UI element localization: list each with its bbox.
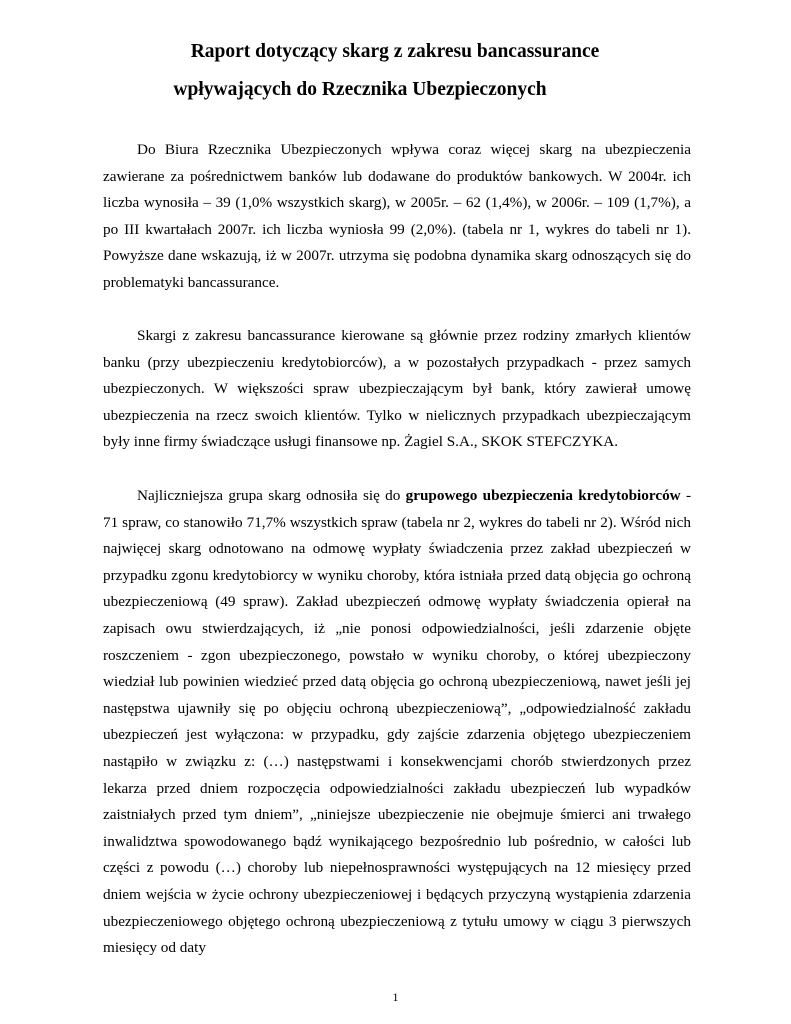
paragraph-2-text: Skargi z zakresu bancassurance kierowane są głównie przez rodziny zmarłych klientów banku (przy ubezpieczeniu kredytobiorców), a w pozostałych przypadkach - przez samych ubezpieczonych. W większości spraw ubezpieczającym był bank, który zawierał umowę ubezpieczenia na rzecz swoich klientów. Tylko w nielicznych przypadkach ubezpieczającym były inne firmy świadczące usługi finansowe np. Żagiel S.A., SKOK STEFCZYKA. — [103, 327, 691, 451]
document-title-line-2: wpływających do Rzecznika Ubezpieczonych — [173, 79, 547, 100]
paragraph-1-text: Do Biura Rzecznika Ubezpieczonych wpływa coraz więcej skarg na ubezpieczenia zawierane za pośrednictwem banków lub dodawane do produktów bankowych. W 2004r. ich liczba wynosiła – 39 (1,0% wszystkich skarg), w 2005r. – 62 (1,4%), w 2006r. – 109 (1,7%), a po III kwartałach 2007r. ich liczba wyniosła 99 (2,0%). (tabela nr 1, wykres do tabeli nr 1). Powyższe dane wskazują, iż w 2007r. utrzyma się podobna dynamika skarg odnoszących się do problematyki bancassurance. — [103, 141, 691, 291]
paragraph-2 — [103, 323, 691, 456]
paragraph-3 — [103, 483, 691, 962]
paragraph-3-rest: - 71 spraw, co stanowiło 71,7% wszystkich spraw (tabela nr 2, wykres do tabeli nr 2). Wśród nich najwięcej skarg odnotowano na odmowę wypłaty świadczenia przez zakład ubezpieczeń w przypadku zgonu kredytobiorcy w wyniku choroby, która istniała przed datą objęcia go ochroną ubezpieczeniową (49 spraw). Zakład ubezpieczeń odmowę wypłaty świadczenia opierał na zapisach owu stwierdzających, iż „nie ponosi odpowiedzialności, jeśli zdarzenie objęte roszczeniem - zgon ubezpieczonego, powstało w wyniku choroby, o której ubezpieczony wiedział lub powinien wiedzieć przed datą objęcia go ochroną ubezpieczeniową, nawet jeśli jej następstwa ujawniły się po objęciu ochroną ubezpieczeniową”, „odpowiedzialność zakładu ubezpieczeń jest wyłączona: w przypadku, gdy zajście zdarzenia objętego ubezpieczeniem nastąpiło w związku z: (…) następstwami i konsekwencjami chorób stwierdzonych przez lekarza przed dniem rozpoczęcia odpowiedzialności zakładu ubezpieczeń lub wypadków zaistniałych przed tym dniem”, „niniejsze ubezpieczenie nie obejmuje śmierci ani trwałego inwalidztwa spowodowanego bądź wynikającego bezpośrednio lub pośrednio, w całości lub części z powodu (…) choroby lub niepełnosprawności występujących na 12 miesięcy przed dniem wejścia w życie ochrony ubezpieczeniowej i będących przyczyną wystąpienia zdarzenia ubezpieczeniowego objętego ochroną ubezpieczeniową z tytułu umowy w ciągu 3 pierwszych miesięcy od daty — [103, 487, 692, 957]
paragraph-3-lead: Najliczniejsza grupa skarg odnosiła się do — [137, 487, 406, 504]
paragraph-3-bold: grupowego ubezpieczenia kredytobiorców — [405, 487, 681, 504]
page-number: 1 — [392, 990, 399, 1004]
document-title-line-1: Raport dotyczący skarg z zakresu bancassurance — [190, 41, 600, 62]
paragraph-1 — [103, 137, 691, 297]
